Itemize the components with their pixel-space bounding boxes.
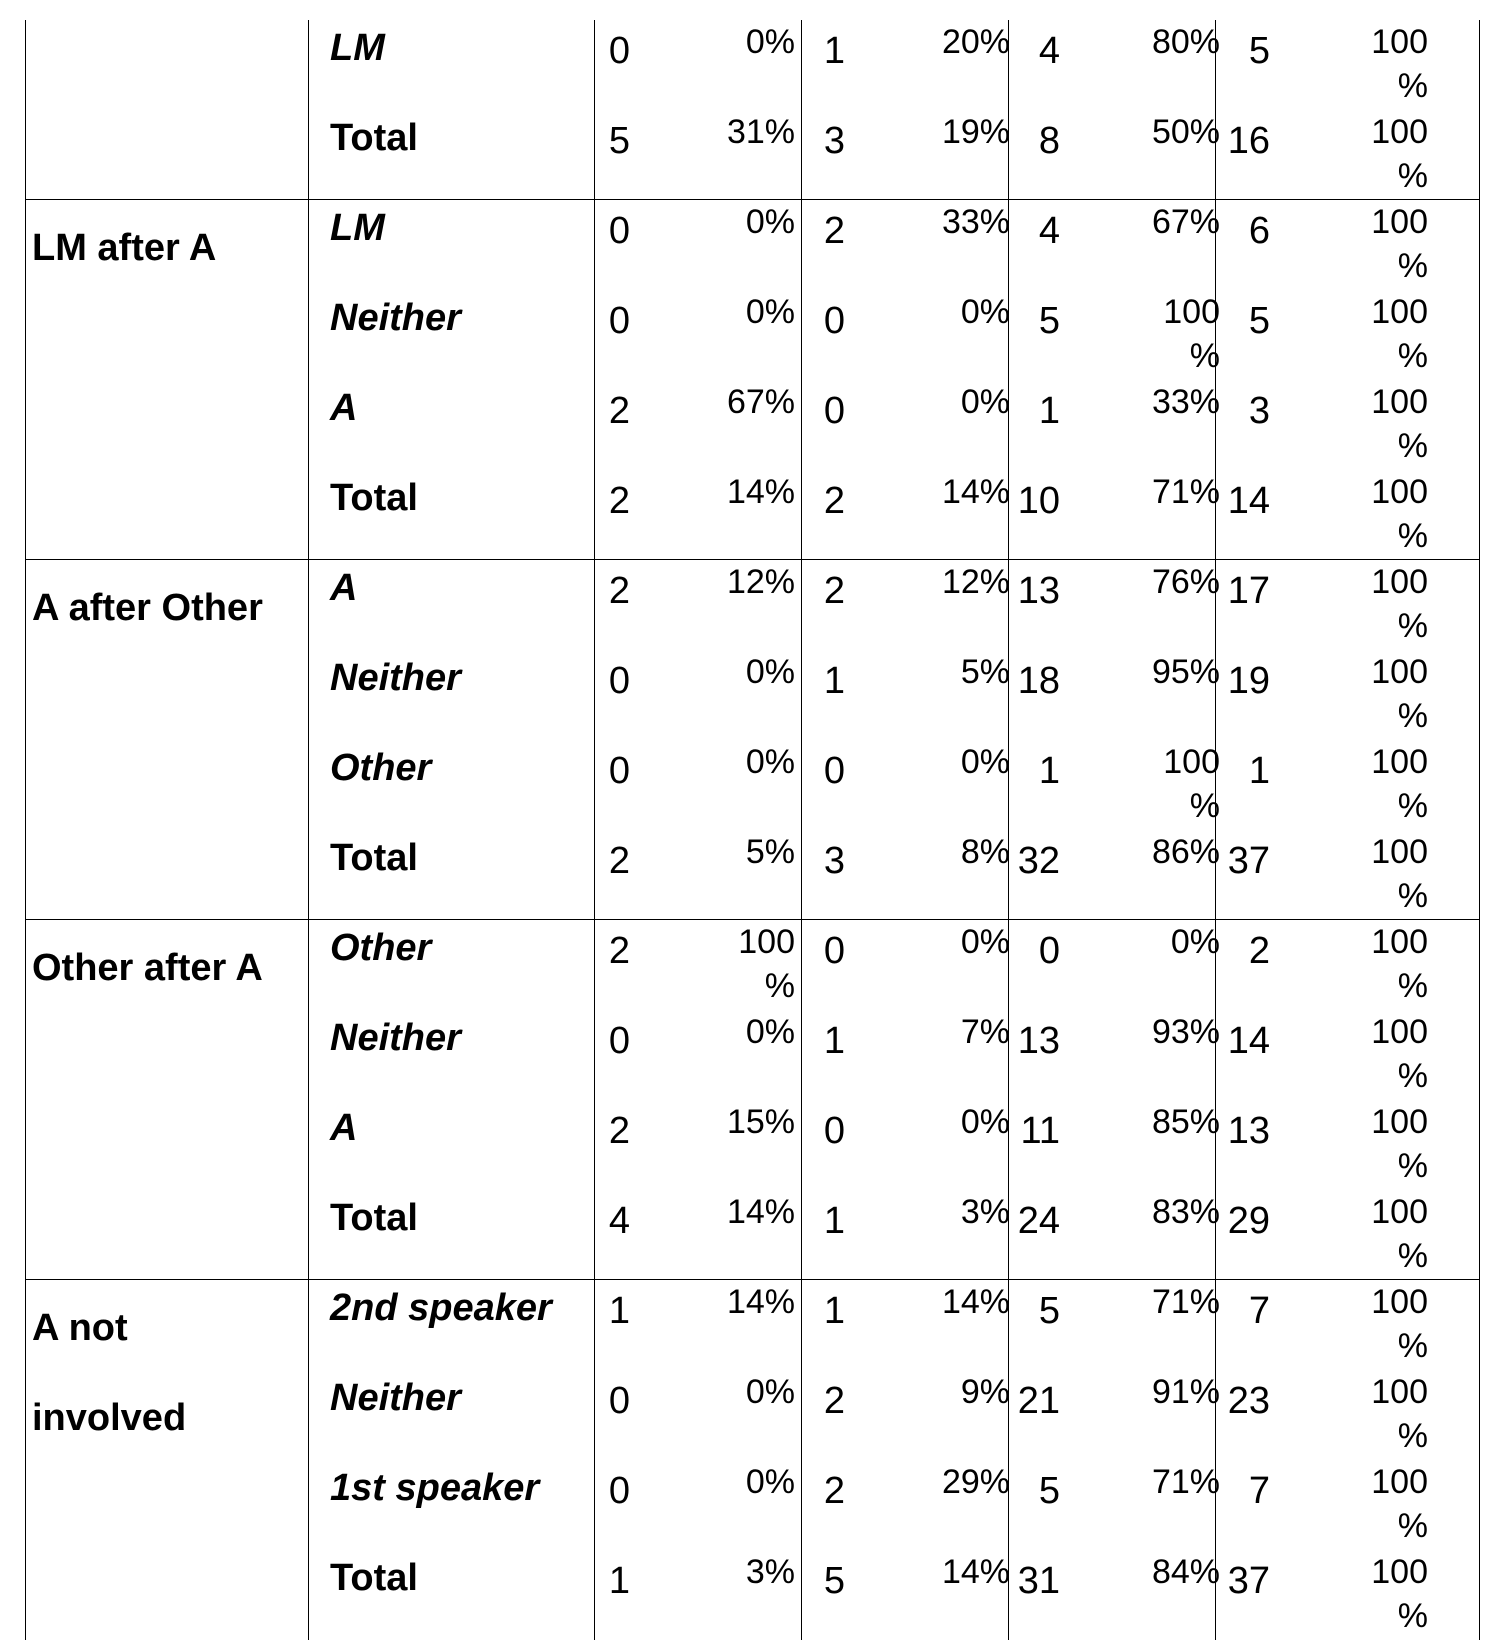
percent-cell: 0%	[745, 653, 795, 691]
percent-cell: 0%	[745, 743, 795, 781]
count-cell: 2	[608, 1110, 630, 1152]
count-cell: 2	[823, 570, 845, 612]
count-cell: 17	[1227, 570, 1270, 612]
row-label: A	[330, 387, 358, 429]
row-group	[25, 1280, 1480, 1640]
count-cell: 2	[608, 930, 630, 972]
table-row	[25, 1460, 1480, 1550]
percent-cell: 3%	[745, 1553, 795, 1591]
count-cell: 0	[608, 210, 630, 252]
row-label: LM	[330, 207, 385, 249]
percent-cell: 100 %	[1371, 113, 1428, 195]
percent-cell: 0%	[745, 1013, 795, 1051]
row-group	[25, 920, 1480, 1280]
percent-cell: 100 %	[1371, 203, 1428, 285]
count-cell: 2	[608, 480, 630, 522]
row-label: Total	[330, 117, 418, 159]
count-cell: 0	[1038, 930, 1060, 972]
percent-cell: 7%	[960, 1013, 1010, 1051]
count-cell: 2	[823, 1380, 845, 1422]
row-label: Total	[330, 477, 418, 519]
percent-cell: 100 %	[1371, 1283, 1428, 1365]
count-cell: 5	[823, 1560, 845, 1602]
table-row	[25, 560, 1480, 650]
percent-cell: 33%	[941, 203, 1010, 241]
count-cell: 14	[1227, 480, 1270, 522]
percent-cell: 5%	[745, 833, 795, 871]
count-cell: 2	[823, 480, 845, 522]
table-row	[25, 1100, 1480, 1190]
percent-cell: 100 %	[1371, 833, 1428, 915]
percent-cell: 100 %	[738, 923, 795, 1005]
table-row	[25, 380, 1480, 470]
percent-cell: 14%	[941, 1553, 1010, 1591]
count-cell: 6	[1248, 210, 1270, 252]
percent-cell: 100 %	[1371, 473, 1428, 555]
row-label: Other	[330, 927, 432, 969]
count-cell: 5	[1038, 300, 1060, 342]
percent-cell: 85%	[1151, 1103, 1220, 1141]
count-cell: 21	[1017, 1380, 1060, 1422]
table-row	[25, 1010, 1480, 1100]
count-cell: 0	[608, 1020, 630, 1062]
count-cell: 0	[608, 30, 630, 72]
table-row	[25, 290, 1480, 380]
percent-cell: 100 %	[1371, 1013, 1428, 1095]
percent-cell: 100 %	[1371, 293, 1428, 375]
table-row	[25, 740, 1480, 830]
percent-cell: 0%	[960, 293, 1010, 331]
row-group	[25, 560, 1480, 920]
percent-cell: 100 %	[1163, 743, 1220, 825]
count-cell: 18	[1017, 660, 1060, 702]
percent-cell: 0%	[745, 203, 795, 241]
count-cell: 5	[608, 120, 630, 162]
percent-cell: 71%	[1151, 473, 1220, 511]
percent-cell: 71%	[1151, 1463, 1220, 1501]
row-group	[25, 20, 1480, 200]
percent-cell: 5%	[960, 653, 1010, 691]
row-label: A	[330, 1107, 358, 1149]
count-cell: 14	[1227, 1020, 1270, 1062]
row-label: Neither	[330, 297, 461, 339]
count-cell: 13	[1017, 570, 1060, 612]
percent-cell: 100 %	[1371, 23, 1428, 105]
percent-cell: 9%	[960, 1373, 1010, 1411]
percent-cell: 100 %	[1371, 1193, 1428, 1275]
percent-cell: 8%	[960, 833, 1010, 871]
count-cell: 4	[1038, 30, 1060, 72]
count-cell: 3	[823, 840, 845, 882]
percent-cell: 93%	[1151, 1013, 1220, 1051]
percent-cell: 33%	[1151, 383, 1220, 421]
percent-cell: 29%	[941, 1463, 1010, 1501]
table-row	[25, 1370, 1480, 1460]
count-cell: 8	[1038, 120, 1060, 162]
count-cell: 2	[608, 840, 630, 882]
count-cell: 37	[1227, 840, 1270, 882]
table-row	[25, 470, 1480, 560]
count-cell: 1	[823, 1020, 845, 1062]
count-cell: 4	[608, 1200, 630, 1242]
percent-cell: 0%	[745, 1463, 795, 1501]
count-cell: 24	[1017, 1200, 1060, 1242]
count-cell: 0	[823, 1110, 845, 1152]
count-cell: 32	[1017, 840, 1060, 882]
count-cell: 5	[1038, 1290, 1060, 1332]
count-cell: 29	[1227, 1200, 1270, 1242]
percent-cell: 0%	[1170, 923, 1220, 961]
count-cell: 0	[608, 1470, 630, 1512]
table-row	[25, 110, 1480, 200]
count-cell: 1	[608, 1290, 630, 1332]
percent-cell: 100 %	[1371, 1373, 1428, 1455]
group-label: LM after A	[32, 227, 217, 269]
percent-cell: 100 %	[1371, 1553, 1428, 1635]
row-label: Neither	[330, 1377, 461, 1419]
count-cell: 0	[608, 750, 630, 792]
percent-cell: 14%	[941, 473, 1010, 511]
percent-cell: 100 %	[1371, 1103, 1428, 1185]
percent-cell: 0%	[745, 23, 795, 61]
count-cell: 5	[1038, 1470, 1060, 1512]
percent-cell: 91%	[1151, 1373, 1220, 1411]
count-cell: 13	[1017, 1020, 1060, 1062]
count-cell: 0	[823, 390, 845, 432]
percent-cell: 86%	[1151, 833, 1220, 871]
count-cell: 10	[1017, 480, 1060, 522]
row-label: 1st speaker	[330, 1467, 540, 1509]
percent-cell: 31%	[726, 113, 795, 151]
count-cell: 1	[823, 30, 845, 72]
percent-cell: 50%	[1151, 113, 1220, 151]
percent-cell: 19%	[941, 113, 1010, 151]
group-label: Other after A	[32, 947, 263, 989]
percent-cell: 100 %	[1371, 1463, 1428, 1545]
count-cell: 5	[1248, 30, 1270, 72]
row-label: LM	[330, 27, 385, 69]
percent-cell: 100 %	[1163, 293, 1220, 375]
count-cell: 2	[823, 1470, 845, 1512]
percent-cell: 100 %	[1371, 923, 1428, 1005]
count-cell: 5	[1248, 300, 1270, 342]
percent-cell: 0%	[745, 293, 795, 331]
data-table	[25, 20, 1480, 1640]
row-label: Other	[330, 747, 432, 789]
percent-cell: 0%	[960, 1103, 1010, 1141]
count-cell: 2	[823, 210, 845, 252]
percent-cell: 15%	[726, 1103, 795, 1141]
table-row	[25, 200, 1480, 290]
percent-cell: 20%	[941, 23, 1010, 61]
percent-cell: 76%	[1151, 563, 1220, 601]
percent-cell: 0%	[960, 743, 1010, 781]
table-row	[25, 920, 1480, 1010]
count-cell: 7	[1248, 1470, 1270, 1512]
count-cell: 16	[1227, 120, 1270, 162]
percent-cell: 14%	[726, 1283, 795, 1321]
table-row	[25, 650, 1480, 740]
row-group	[25, 200, 1480, 560]
table-row	[25, 20, 1480, 110]
count-cell: 19	[1227, 660, 1270, 702]
percent-cell: 83%	[1151, 1193, 1220, 1231]
percent-cell: 67%	[1151, 203, 1220, 241]
count-cell: 1	[823, 1200, 845, 1242]
percent-cell: 0%	[960, 383, 1010, 421]
count-cell: 1	[823, 660, 845, 702]
count-cell: 3	[1248, 390, 1270, 432]
group-label: A after Other	[32, 587, 263, 629]
count-cell: 31	[1017, 1560, 1060, 1602]
count-cell: 2	[1248, 930, 1270, 972]
count-cell: 13	[1227, 1110, 1270, 1152]
count-cell: 4	[1038, 210, 1060, 252]
percent-cell: 67%	[726, 383, 795, 421]
row-label: Neither	[330, 657, 461, 699]
percent-cell: 12%	[941, 563, 1010, 601]
count-cell: 0	[608, 1380, 630, 1422]
count-cell: 1	[823, 1290, 845, 1332]
count-cell: 0	[823, 300, 845, 342]
percent-cell: 12%	[726, 563, 795, 601]
percent-cell: 100 %	[1371, 383, 1428, 465]
percent-cell: 95%	[1151, 653, 1220, 691]
count-cell: 3	[823, 120, 845, 162]
count-cell: 11	[1020, 1110, 1060, 1152]
row-label: 2nd speaker	[330, 1287, 552, 1329]
count-cell: 1	[1038, 750, 1060, 792]
row-label: Total	[330, 1557, 418, 1599]
percent-cell: 0%	[745, 1373, 795, 1411]
row-label: A	[330, 567, 358, 609]
percent-cell: 80%	[1151, 23, 1220, 61]
percent-cell: 100 %	[1371, 563, 1428, 645]
table-row	[25, 1280, 1480, 1370]
row-label: Total	[330, 1197, 418, 1239]
table-row	[25, 1550, 1480, 1640]
count-cell: 1	[1038, 390, 1060, 432]
count-cell: 0	[608, 660, 630, 702]
percent-cell: 84%	[1151, 1553, 1220, 1591]
count-cell: 37	[1227, 1560, 1270, 1602]
percent-cell: 14%	[726, 473, 795, 511]
percent-cell: 0%	[960, 923, 1010, 961]
percent-cell: 71%	[1151, 1283, 1220, 1321]
row-label: Total	[330, 837, 418, 879]
percent-cell: 100 %	[1371, 743, 1428, 825]
count-cell: 2	[608, 390, 630, 432]
percent-cell: 100 %	[1371, 653, 1428, 735]
table-row	[25, 1190, 1480, 1280]
count-cell: 0	[608, 300, 630, 342]
group-label: A not involved	[32, 1307, 187, 1439]
count-cell: 1	[1248, 750, 1270, 792]
row-label: Neither	[330, 1017, 461, 1059]
percent-cell: 3%	[960, 1193, 1010, 1231]
count-cell: 23	[1227, 1380, 1270, 1422]
count-cell: 7	[1248, 1290, 1270, 1332]
percent-cell: 14%	[941, 1283, 1010, 1321]
count-cell: 2	[608, 570, 630, 612]
percent-cell: 14%	[726, 1193, 795, 1231]
count-cell: 1	[608, 1560, 630, 1602]
table-row	[25, 830, 1480, 920]
count-cell: 0	[823, 930, 845, 972]
count-cell: 0	[823, 750, 845, 792]
